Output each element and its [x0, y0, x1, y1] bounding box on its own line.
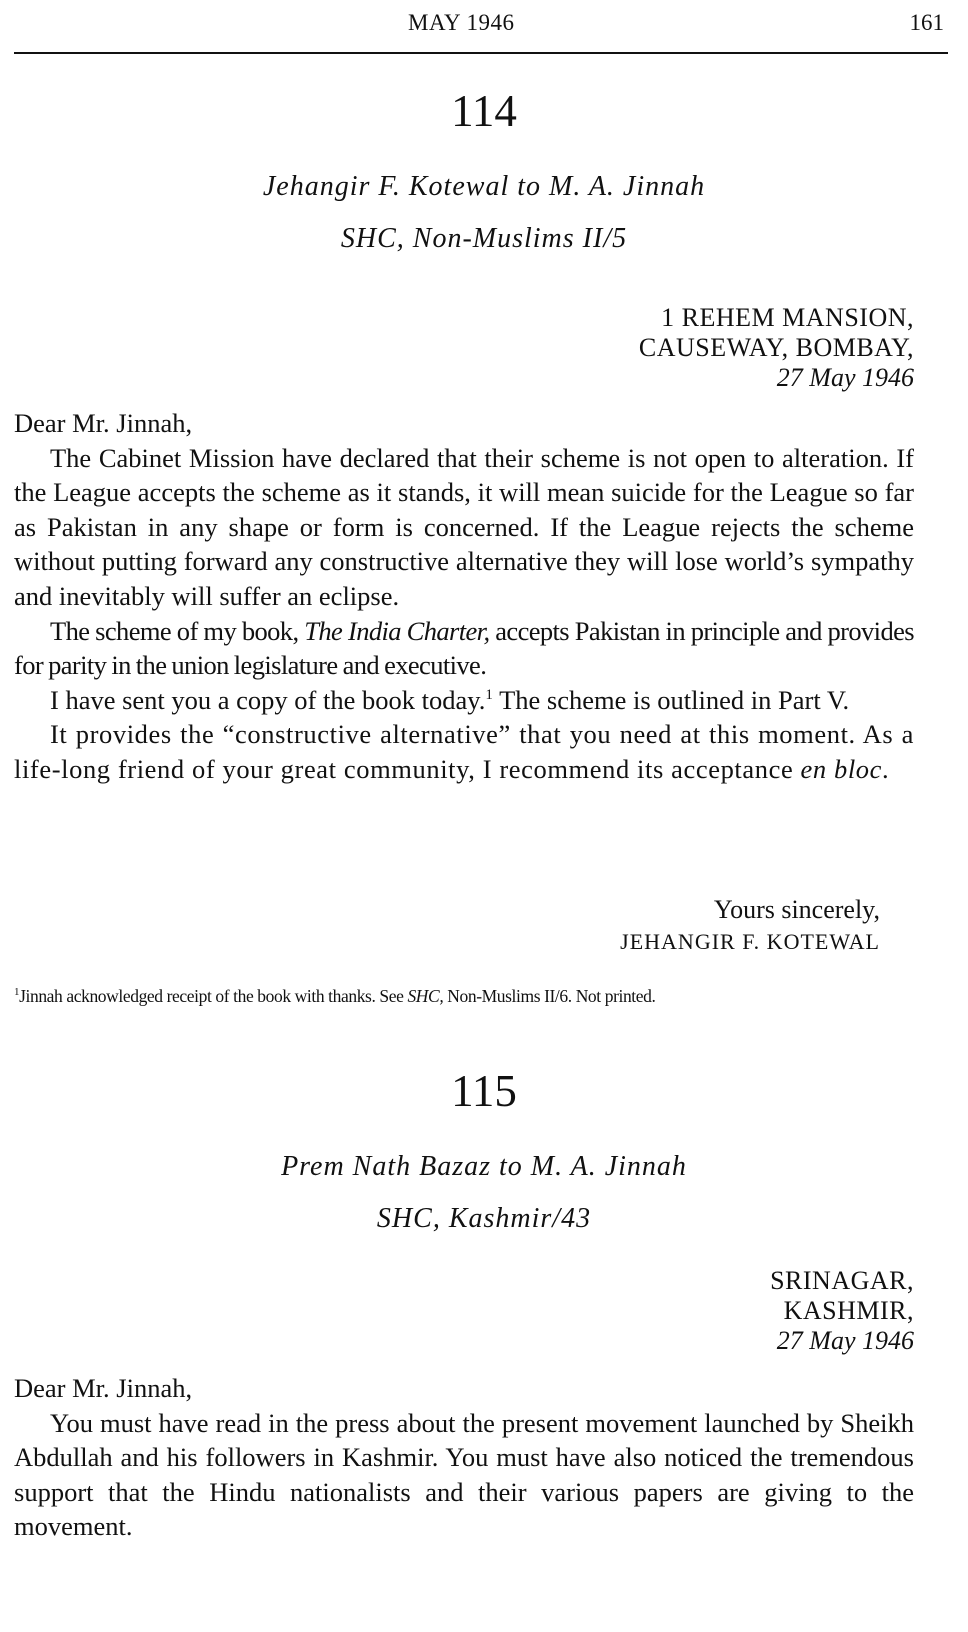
italic-phrase: en bloc — [800, 753, 883, 784]
footnote: $^1$Jinnah acknowledged receipt of the book with thanks. See SHC, Non-Muslims II/6. Not printed. — [14, 986, 656, 1006]
address-line: CAUSEWAY, BOMBAY, — [638, 333, 914, 362]
letter-date: 27 May 1946 — [776, 363, 914, 392]
signature: JEHANGIR F. KOTEWAL — [620, 929, 880, 954]
paragraph: I have sent you a copy of the book today.$^1$ The scheme is outlined in Part V. — [50, 684, 850, 715]
sender-address-115 — [770, 1266, 914, 1356]
footnote-reference: 1 — [485, 686, 493, 703]
book-title: The India Charter, — [304, 615, 490, 646]
address-line: SRINAGAR, — [770, 1266, 914, 1295]
document-number-114: 114 — [451, 86, 517, 136]
document-heading-115: Prem Nath Bazaz to M. A. Jinnah — [281, 1151, 687, 1182]
paragraph: The scheme of my book, The India Charter, accepts Pakistan in principle and provides for parity in the union legislature and executive. — [14, 615, 914, 681]
letter-body-114 — [14, 406, 914, 787]
letter-closing-114 — [0, 894, 880, 958]
sender-address-114 — [639, 303, 914, 393]
letter-body-115 — [14, 1371, 914, 1544]
paragraph: You must have read in the press about the present movement launched by Sheikh Abdullah and his followers in Kashmir. You must have also noticed the tremendous support that the Hindu nationalists and their various papers are giving to the movement. — [14, 1407, 914, 1542]
salutation: Dear Mr. Jinnah, — [14, 408, 193, 438]
page-number: 161 — [909, 10, 944, 35]
address-line: 1 REHEM MANSION, — [661, 303, 914, 332]
document-source-115: SHC, Kashmir/43 — [376, 1203, 592, 1234]
header-rule — [14, 52, 948, 54]
paragraph: The Cabinet Mission have declared that their scheme is not open to alteration. If the League accepts the scheme as it stands, it will mean suicide for the League so far as Pakistan in any shape or form is concerned. If the League rejects the scheme without putting forward any constructive alternative they will lose world’s sympathy and inevitably will suffer an eclipse. — [14, 442, 914, 611]
salutation: Dear Mr. Jinnah, — [14, 1373, 193, 1403]
letter-date: 27 May 1946 — [776, 1326, 914, 1355]
valediction: Yours sincerely, — [713, 895, 880, 924]
running-head — [14, 8, 944, 44]
document-number-115: 115 — [451, 1066, 517, 1116]
document-source-114: SHC, Non-Muslims II/5 — [340, 223, 628, 254]
footnote-mark: 1 — [14, 986, 20, 999]
paragraph: It provides the “constructive alternative” that you need at this moment. As a life-long friend of your great community, I recommend its acceptance en bloc. — [14, 719, 914, 784]
address-line: KASHMIR, — [783, 1296, 914, 1325]
running-head-title: MAY 1946 — [408, 10, 515, 35]
document-heading-114: Jehangir F. Kotewal to M. A. Jinnah — [262, 171, 706, 202]
